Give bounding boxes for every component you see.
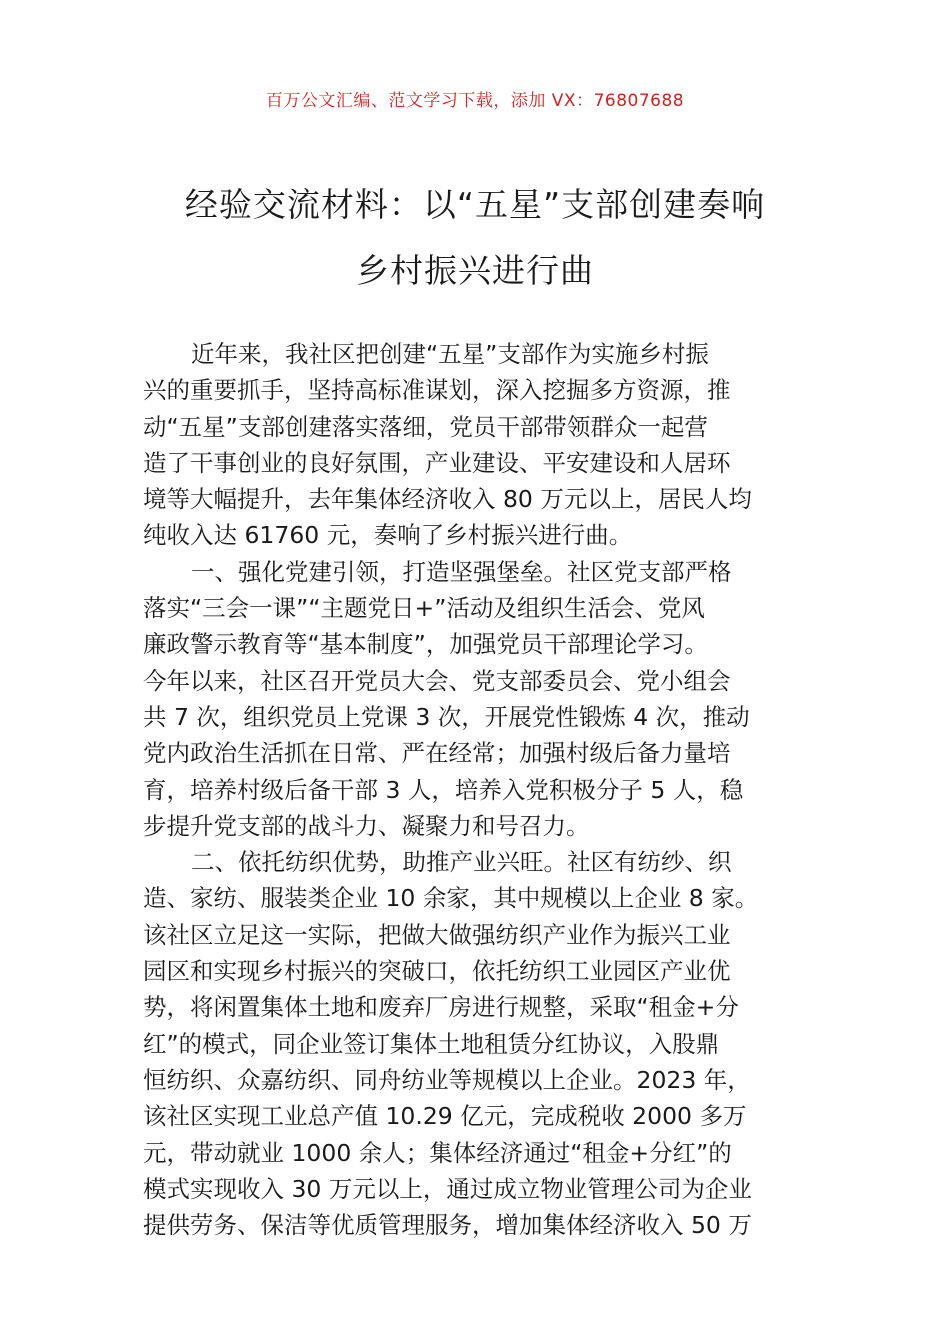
paragraph-line: 势，将闲置集体土地和废弃厂房进行规整，采取“租金+分 xyxy=(143,993,739,1022)
paragraph-line: 廉政警示教育等“基本制度”，加强党员干部理论学习。 xyxy=(143,630,708,659)
paragraph-line: 园区和实现乡村振兴的突破口，依托纺织工业园区产业优 xyxy=(143,957,731,986)
paragraph-line: 元，带动就业 1000 余人；集体经济通过“租金+分红”的 xyxy=(143,1138,732,1167)
title-line: 乡村振兴进行曲 xyxy=(356,251,594,290)
paragraph-line: 近年来，我社区把创建“五星”支部作为实施乡村振 xyxy=(191,340,709,368)
paragraph-line: 该社区立足这一实际，把做大做强纺织产业作为振兴工业 xyxy=(143,920,731,949)
paragraph-line: 造、家纺、服装类企业 10 余家，其中规模以上企业 8 家。 xyxy=(143,884,759,913)
paragraph-line: 恒纺织、众嘉纺织、同舟纺业等规模以上企业。2023 年， xyxy=(143,1065,751,1094)
paragraph-line: 造了干事创业的良好氛围，产业建设、平安建设和人居环 xyxy=(143,448,731,477)
paragraph-line: 步提升党支部的战斗力、凝聚力和号召力。 xyxy=(143,811,590,840)
paragraph-line: 模式实现收入 30 万元以上，通过成立物业管理公司为企业 xyxy=(143,1174,752,1203)
paragraph-line: 落实“三会一课”“主题党日+”活动及组织生活会、党风 xyxy=(143,594,705,623)
document-body xyxy=(143,336,808,1243)
document-title xyxy=(120,172,830,304)
paragraph-line: 育，培养村级后备干部 3 人，培养入党积极分子 5 人，稳 xyxy=(143,775,744,804)
paragraph-line: 兴的重要抓手，坚持高标准谋划，深入挖掘多方资源，推 xyxy=(143,376,731,405)
paragraph-line: 今年以来，社区召开党员大会、党支部委员会、党小组会 xyxy=(143,666,731,695)
paragraph-line: 一、强化党建引领，打造坚强堡垒。社区党支部严格 xyxy=(191,557,732,586)
promo-header: 百万公文汇编、范文学习下载，添加 VX：76807688 xyxy=(265,91,685,111)
paragraph-line: 该社区实现工业总产值 10.29 亿元，完成税收 2000 多万 xyxy=(143,1102,747,1131)
paragraph-line: 二、依托纺织优势，助推产业兴旺。社区有纺纱、织 xyxy=(191,848,732,877)
paragraph-line: 纯收入达 61760 元，奏响了乡村振兴进行曲。 xyxy=(143,521,633,550)
paragraph-line: 红”的模式，同企业签订集体土地租赁分红协议，入股鼎 xyxy=(143,1029,720,1058)
paragraph-line: 共 7 次，组织党员上党课 3 次，开展党性锻炼 4 次，推动 xyxy=(143,702,750,731)
title-line: 经验交流材料：以“五星”支部创建奏响 xyxy=(184,185,766,224)
paragraph-line: 动“五星”支部创建落实落细，党员干部带领群众一起营 xyxy=(143,412,708,441)
paragraph-line: 境等大幅提升，去年集体经济收入 80 万元以上，居民人均 xyxy=(143,485,752,514)
paragraph-line: 提供劳务、保洁等优质管理服务，增加集体经济收入 50 万 xyxy=(143,1211,752,1240)
paragraph-line: 党内政治生活抓在日常、严在经常；加强村级后备力量培 xyxy=(143,739,731,768)
